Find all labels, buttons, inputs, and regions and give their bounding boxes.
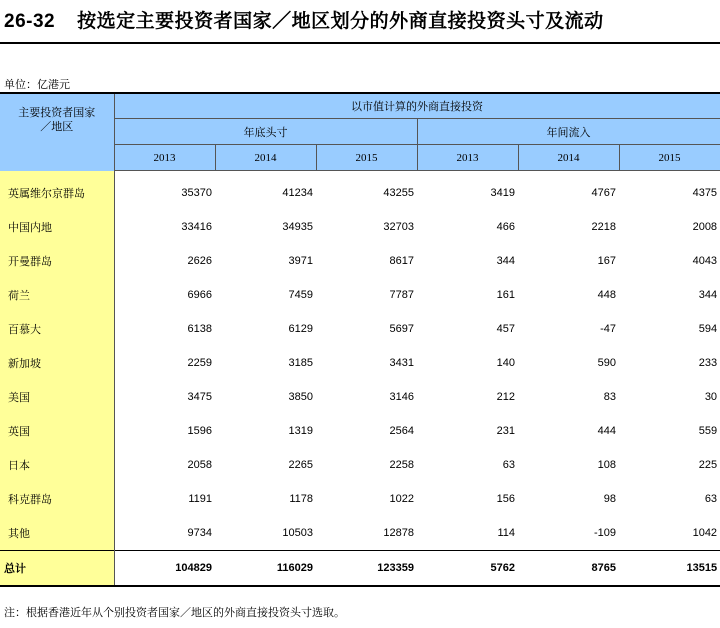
cell: 3419 (490, 187, 515, 199)
cell: 1596 (187, 425, 212, 437)
cell: 231 (496, 425, 515, 437)
cell: 2258 (389, 459, 414, 471)
cell: 448 (597, 289, 616, 301)
unit-label: 单位：亿港元 (4, 79, 70, 91)
cell: 5697 (389, 323, 414, 335)
cell: 63 (704, 493, 718, 505)
cell: 1022 (389, 493, 414, 505)
cell: 7459 (288, 289, 313, 301)
table-row (0, 482, 720, 516)
row-label: 美国 (0, 380, 114, 414)
cell: 466 (496, 221, 515, 233)
title-rule (0, 42, 720, 44)
cell: 41234 (282, 187, 313, 199)
data-table (0, 92, 720, 587)
table-row (0, 171, 720, 211)
cell: 444 (597, 425, 616, 437)
cell: 7787 (389, 289, 414, 301)
cell: 225 (698, 459, 718, 471)
page-title (4, 6, 604, 33)
cell: 559 (698, 425, 718, 437)
cell: 6138 (187, 323, 212, 335)
footnote: 注：根据香港近年从个别投资者国家／地区的外商直接投资头寸选取。 (4, 607, 345, 619)
cell: 4043 (692, 255, 718, 267)
cell: 108 (597, 459, 616, 471)
cell: 457 (496, 323, 515, 335)
row-label: 其他 (0, 516, 114, 551)
cell: 35370 (181, 187, 212, 199)
corner-header-label: 主要投资者国家／地区 (18, 107, 96, 133)
cell: 594 (698, 323, 718, 335)
cell: 590 (597, 357, 616, 369)
cell: -109 (593, 527, 616, 539)
total-row (0, 551, 720, 587)
row-label: 科克群岛 (0, 482, 114, 516)
year-header: 2013 (417, 145, 518, 171)
cell: 156 (496, 493, 515, 505)
cell: 32703 (383, 221, 414, 233)
cell: 9734 (187, 527, 212, 539)
cell: 34935 (282, 221, 313, 233)
cell: 63 (502, 459, 515, 471)
cell: 2265 (288, 459, 313, 471)
total-cell: 104829 (114, 551, 215, 587)
cell: 1319 (288, 425, 313, 437)
table-row (0, 278, 720, 312)
row-label: 英属维尔京群岛 (0, 171, 114, 211)
cell: 167 (597, 255, 616, 267)
cell: 83 (603, 391, 616, 403)
cell: 3971 (288, 255, 313, 267)
table-row (0, 210, 720, 244)
total-cell: 116029 (215, 551, 316, 587)
total-cell: 5762 (417, 551, 518, 587)
row-label: 荷兰 (0, 278, 114, 312)
cell: 4767 (591, 187, 616, 199)
cell: 3475 (187, 391, 212, 403)
year-header: 2015 (316, 145, 417, 171)
table-number: 26-32 (4, 11, 56, 32)
total-cell: 8765 (518, 551, 619, 587)
cell: 3431 (389, 357, 414, 369)
cell: 4375 (692, 187, 718, 199)
cell: 114 (497, 527, 515, 539)
table-row (0, 414, 720, 448)
total-label: 总计 (0, 551, 114, 587)
table-title: 按选定主要投资者国家／地区划分的外商直接投资头寸及流动 (77, 11, 604, 32)
cell: 8617 (389, 255, 414, 267)
row-label: 日本 (0, 448, 114, 482)
total-cell: 123359 (316, 551, 417, 587)
cell: 30 (704, 391, 718, 403)
cell: 6129 (288, 323, 313, 335)
cell: 344 (698, 289, 718, 301)
cell: 98 (603, 493, 616, 505)
cell: 1042 (692, 527, 718, 539)
cell: 43255 (383, 187, 414, 199)
cell: 2218 (591, 221, 616, 233)
year-header: 2013 (114, 145, 215, 171)
year-header: 2015 (619, 145, 720, 171)
cell: 2259 (187, 357, 212, 369)
table-row (0, 346, 720, 380)
cell: 1178 (289, 493, 313, 505)
table-row (0, 516, 720, 551)
cell: 1191 (188, 493, 212, 505)
cell: 2008 (692, 221, 718, 233)
cell: 212 (496, 391, 515, 403)
total-cell: 13515 (619, 551, 720, 587)
cell: 3850 (288, 391, 313, 403)
top-header: 以市值计算的外商直接投资 (114, 93, 720, 119)
cell: 344 (496, 255, 515, 267)
cell: 12878 (383, 527, 414, 539)
row-label: 中国内地 (0, 210, 114, 244)
group-header-inflow: 年间流入 (417, 119, 720, 145)
corner-header (0, 93, 114, 171)
cell: 161 (496, 289, 515, 301)
cell: 140 (496, 357, 515, 369)
cell: -47 (600, 323, 616, 335)
cell: 10503 (282, 527, 313, 539)
year-header: 2014 (518, 145, 619, 171)
cell: 2564 (389, 425, 414, 437)
row-label: 开曼群岛 (0, 244, 114, 278)
table-row (0, 312, 720, 346)
cell: 3146 (389, 391, 414, 403)
cell: 6966 (187, 289, 212, 301)
cell: 33416 (181, 221, 212, 233)
year-header: 2014 (215, 145, 316, 171)
cell: 2626 (187, 255, 212, 267)
table-row (0, 448, 720, 482)
group-header-position: 年底头寸 (114, 119, 417, 145)
table-row (0, 380, 720, 414)
cell: 2058 (187, 459, 212, 471)
cell: 3185 (288, 357, 313, 369)
cell: 233 (698, 357, 718, 369)
table-row (0, 244, 720, 278)
row-label: 新加坡 (0, 346, 114, 380)
row-label: 英国 (0, 414, 114, 448)
row-label: 百慕大 (0, 312, 114, 346)
